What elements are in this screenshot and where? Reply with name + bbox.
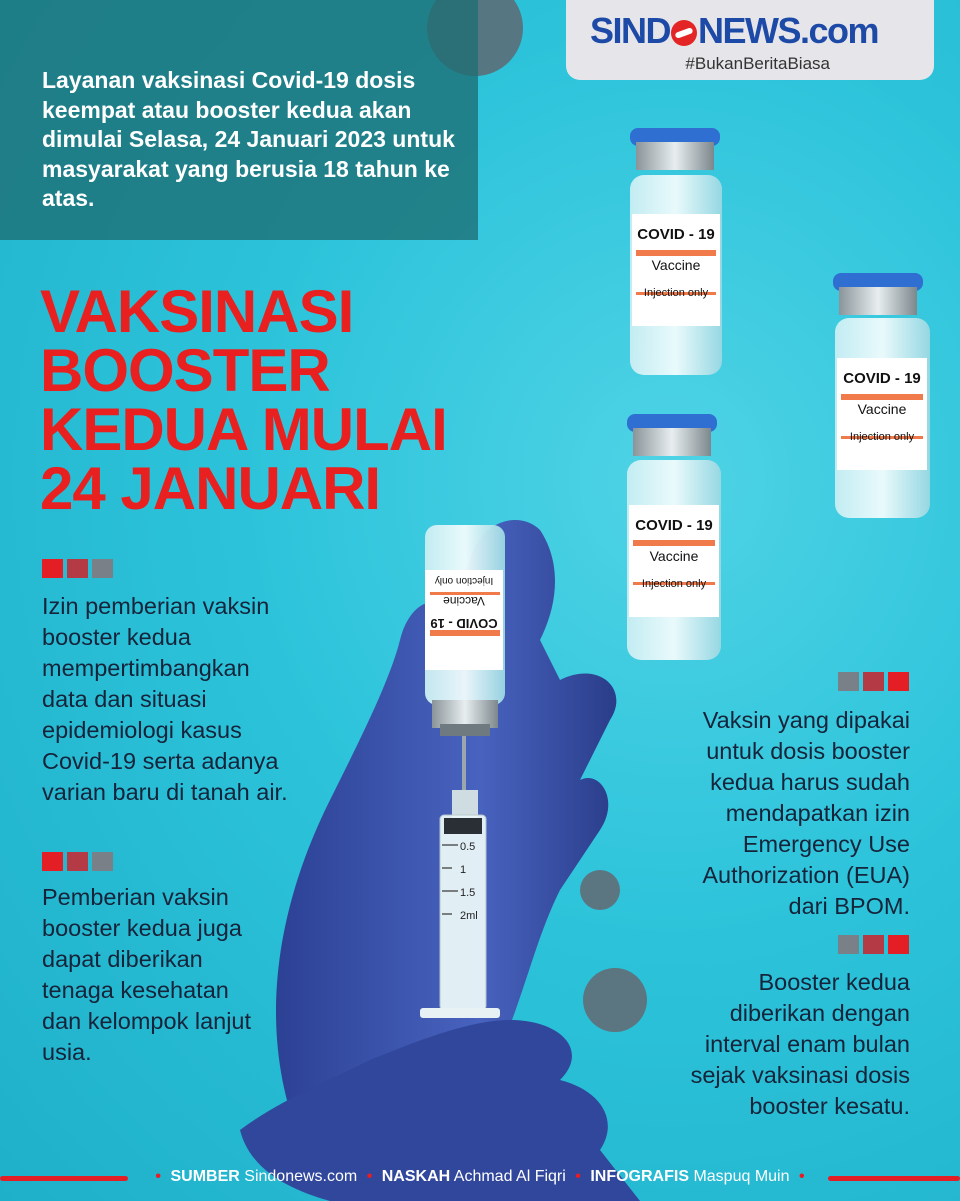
- point-2: Pemberian vaksin booster kedua juga dapat diberikan tenaga kesehatan dan kelompok lanjut usia.: [42, 884, 252, 1065]
- vial-label-title: COVID - 19: [843, 370, 921, 387]
- vial-label-name: Vaccine: [651, 257, 701, 273]
- vial-label-note: Injection only: [643, 287, 709, 299]
- vial-label-title: COVID - 19: [430, 616, 498, 631]
- graphic-value: Maspuq Muin: [693, 1168, 790, 1185]
- bullet-marker: [838, 672, 909, 691]
- held-vial-labels: [425, 575, 503, 631]
- footer-credits: • SUMBER Sindonews.com • NASKAH Achmad Al Fiqri • INFOGRAFIS Maspuq Muin •: [155, 1168, 805, 1185]
- point-1: Izin pemberian vaksin booster kedua mempertimbangkan data dan situasi epidemiologi kasus Covid-19 serta adanya varian baru di tanah air.: [42, 593, 288, 805]
- source-label: SUMBER: [170, 1168, 240, 1185]
- headline-line: BOOSTER: [40, 337, 330, 404]
- graphic-label: INFOGRAFIS: [590, 1168, 689, 1185]
- virus-medium-icon: [583, 968, 647, 1032]
- syringe-marks: [460, 836, 478, 928]
- brand-domain: .com: [800, 10, 879, 51]
- syringe-mark: 0.5: [460, 841, 476, 853]
- vial-label-name: Vaccine: [649, 548, 699, 564]
- writer-label: NASKAH: [381, 1168, 451, 1185]
- vial-label-note: Injection only: [641, 578, 707, 590]
- intro-text: Layanan vaksinasi Covid-19 dosis keempat atau booster kedua akan dimulai Selasa, 24 Januari 2023 untuk masyarakat yang berusia 18 tahun ke atas.: [42, 67, 455, 211]
- vial-label-title: COVID - 19: [637, 226, 715, 243]
- source-value: Sindonews.com: [244, 1168, 358, 1185]
- syringe-mark: 1: [460, 864, 467, 876]
- point-4: Booster kedua diberikan dengan interval enam bulan sejak vaksinasi dosis booster kesatu.: [690, 969, 910, 1119]
- brand-tagline: #BukanBeritaBiasa: [685, 54, 830, 73]
- brand-o-icon: [671, 20, 697, 46]
- intro-box: [0, 0, 478, 240]
- writer-value: Achmad Al Fiqri: [453, 1168, 566, 1185]
- bullet-marker: [838, 935, 909, 954]
- headline: [40, 278, 510, 522]
- vial-3-labels: [629, 517, 719, 590]
- headline-line: 24 JANUARI: [40, 455, 381, 522]
- headline-line: KEDUA MULAI: [40, 396, 447, 463]
- syringe-mark: 2ml: [460, 910, 478, 922]
- vial-label-name: Vaccine: [443, 594, 485, 608]
- brand-box: [566, 0, 934, 80]
- vial-label-note: Injection only: [849, 431, 915, 443]
- point-3: Vaksin yang dipakai untuk dosis booster kedua harus sudah mendapatkan izin Emergency Use Authorization (EUA) dari BPOM.: [702, 707, 910, 919]
- brand-logo: [590, 10, 878, 52]
- vial-1-labels: [632, 226, 720, 299]
- syringe-mark: 1.5: [460, 887, 476, 899]
- vial-label-name: Vaccine: [857, 401, 907, 417]
- brand-name-part1: SIND: [590, 10, 671, 51]
- brand-name-part2: NEWS: [698, 10, 801, 51]
- vial-label-note: Injection only: [434, 575, 494, 586]
- bullet-marker: [42, 852, 113, 871]
- virus-small-icon: [580, 870, 620, 910]
- headline-line: VAKSINASI: [40, 278, 354, 345]
- bullet-marker: [42, 559, 113, 578]
- vial-label-title: COVID - 19: [635, 517, 713, 534]
- vial-2-labels: [837, 370, 927, 443]
